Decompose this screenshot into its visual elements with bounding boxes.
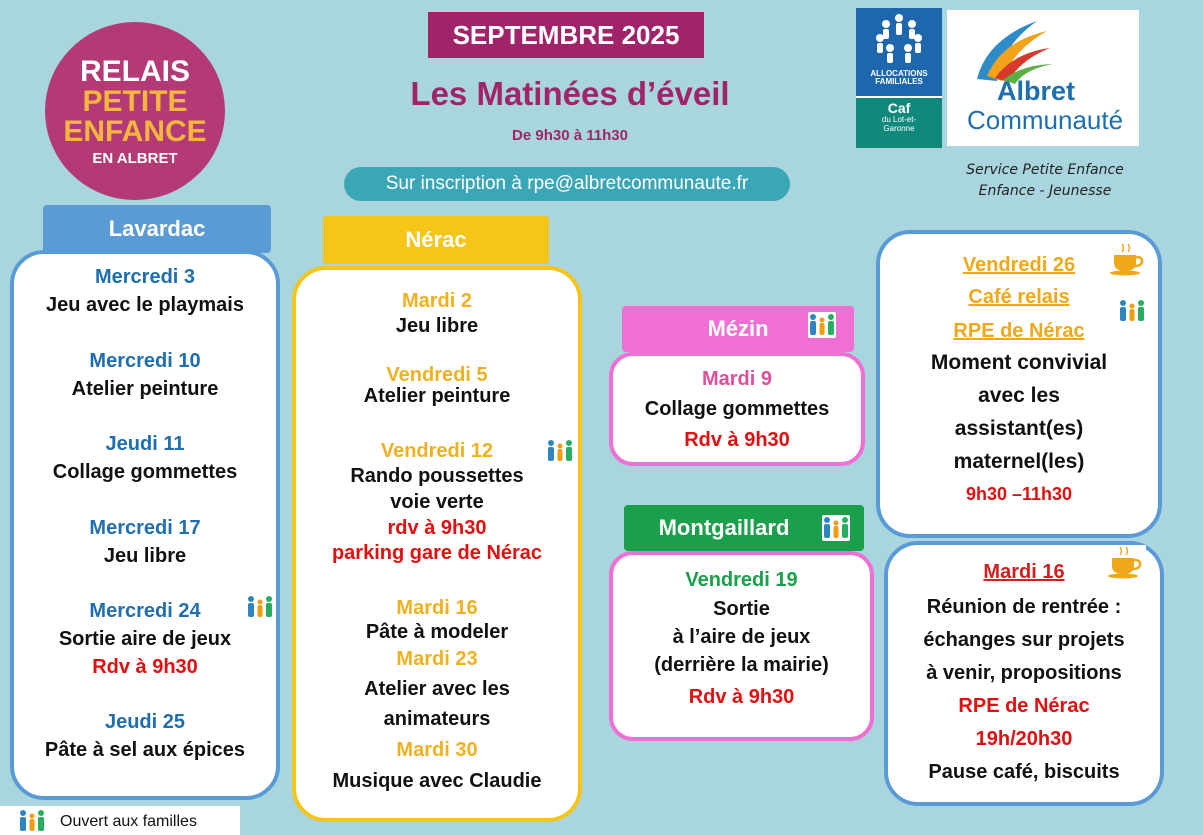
event-title: voie verte [390, 491, 484, 513]
event-place: RPE de Nérac [958, 695, 1090, 717]
event-date: Mardi 9 [701, 368, 773, 390]
event-title: Atelier peinture [363, 385, 511, 407]
rpe-logo: RELAIS PETITE ENFANCE EN ALBRET [45, 22, 225, 200]
family-icon [246, 594, 274, 620]
family-icon [808, 312, 836, 338]
legend [0, 806, 240, 835]
event-meeting: rdv à 9h30 [387, 517, 487, 539]
event-date: Mercredi 24 [89, 600, 201, 622]
event-hours: 9h30 –11h30 [965, 484, 1073, 504]
lavardac-card [10, 250, 280, 800]
tab-mezin: Mézin [622, 306, 854, 352]
event-note: Pause café, biscuits [928, 761, 1120, 783]
event-description: à venir, propositions [926, 662, 1122, 684]
event-title: Collage gommettes [52, 461, 238, 483]
event-title: Sortie [713, 598, 770, 620]
event-title: Jeu libre [395, 315, 479, 337]
event-date: Vendredi 26 [962, 254, 1076, 276]
event-title: Pâte à modeler [365, 621, 509, 643]
event-date: Mardi 30 [396, 739, 478, 761]
event-meeting: Rdv à 9h30 [92, 656, 198, 678]
family-icon [546, 438, 574, 464]
family-icon [1118, 298, 1146, 324]
event-description: Moment convivial [930, 351, 1108, 374]
event-title: Atelier avec les [364, 678, 510, 700]
event-title: Sortie aire de jeux [58, 628, 232, 650]
event-date: Vendredi 12 [380, 440, 494, 462]
event-date: Mercredi 17 [89, 517, 201, 539]
event-title: Atelier peinture [71, 378, 219, 400]
event-meeting: Rdv à 9h30 [684, 429, 790, 451]
event-date: Jeudi 11 [105, 433, 185, 455]
event-description: avec les [978, 384, 1060, 407]
family-icon [18, 808, 46, 834]
coffee-cup-icon [1108, 242, 1148, 276]
tab-montgaillard: Montgaillard [624, 505, 864, 551]
event-title: Café relais [968, 286, 1070, 308]
signup-banner: Sur inscription à rpe@albretcommunaute.fr [344, 167, 790, 201]
event-date: Jeudi 25 [104, 711, 186, 733]
event-title: Jeu avec le playmais [46, 294, 244, 316]
event-title: Réunion de rentrée : [926, 596, 1122, 618]
albret-swoosh-icon [957, 14, 1077, 84]
event-date: Vendredi 5 [386, 364, 488, 386]
month-banner: SEPTEMBRE 2025 [428, 12, 704, 58]
family-icon [822, 515, 850, 541]
tab-nerac: Nérac [323, 216, 549, 264]
event-date: Mercredi 10 [89, 350, 201, 372]
event-date: Mercredi 3 [94, 266, 196, 288]
caf-people-icon [856, 8, 942, 68]
event-description: maternel(les) [953, 450, 1085, 473]
albret-communaute-logo: Albret Communauté [947, 10, 1139, 146]
hours-label: De 9h30 à 11h30 [512, 127, 628, 144]
tab-lavardac: Lavardac [43, 205, 271, 253]
legend-label: Ouvert aux familles [60, 813, 197, 830]
event-description: assistant(es) [954, 417, 1084, 440]
reunion-card [884, 541, 1164, 806]
event-meeting: Rdv à 9h30 [688, 686, 795, 708]
caf-logo: ALLOCATIONS FAMILIALES Caf du Lot-et- Garonne [856, 8, 942, 148]
event-title: (derrière la mairie) [654, 654, 829, 676]
coffee-cup-icon [1106, 545, 1146, 579]
event-title: Jeu libre [103, 545, 187, 567]
event-date: Mardi 16 [396, 597, 478, 619]
event-title: Musique avec Claudie [332, 770, 542, 792]
event-date: Vendredi 19 [685, 569, 798, 591]
event-description: échanges sur projets [923, 629, 1125, 651]
event-title: à l’aire de jeux [672, 626, 811, 648]
page-title: Les Matinées d’éveil [410, 75, 730, 112]
event-title: animateurs [383, 708, 491, 730]
event-date: Mardi 23 [396, 648, 478, 670]
service-label: Service Petite Enfance Enfance - Jeunesse [966, 162, 1124, 199]
event-date: Mardi 16 [983, 561, 1065, 583]
mezin-card [609, 352, 865, 466]
event-hours: 19h/20h30 [975, 728, 1073, 750]
event-date: Mardi 2 [401, 290, 473, 312]
event-title: Rando poussettes [350, 465, 524, 487]
event-title: Collage gommettes [644, 398, 830, 420]
event-title: Pâte à sel aux épices [44, 739, 246, 761]
cafe-relais-card [876, 230, 1162, 538]
nerac-card [292, 266, 582, 822]
event-place: RPE de Nérac [953, 320, 1085, 342]
montgaillard-card [609, 551, 874, 741]
event-meeting: parking gare de Nérac [331, 542, 543, 564]
